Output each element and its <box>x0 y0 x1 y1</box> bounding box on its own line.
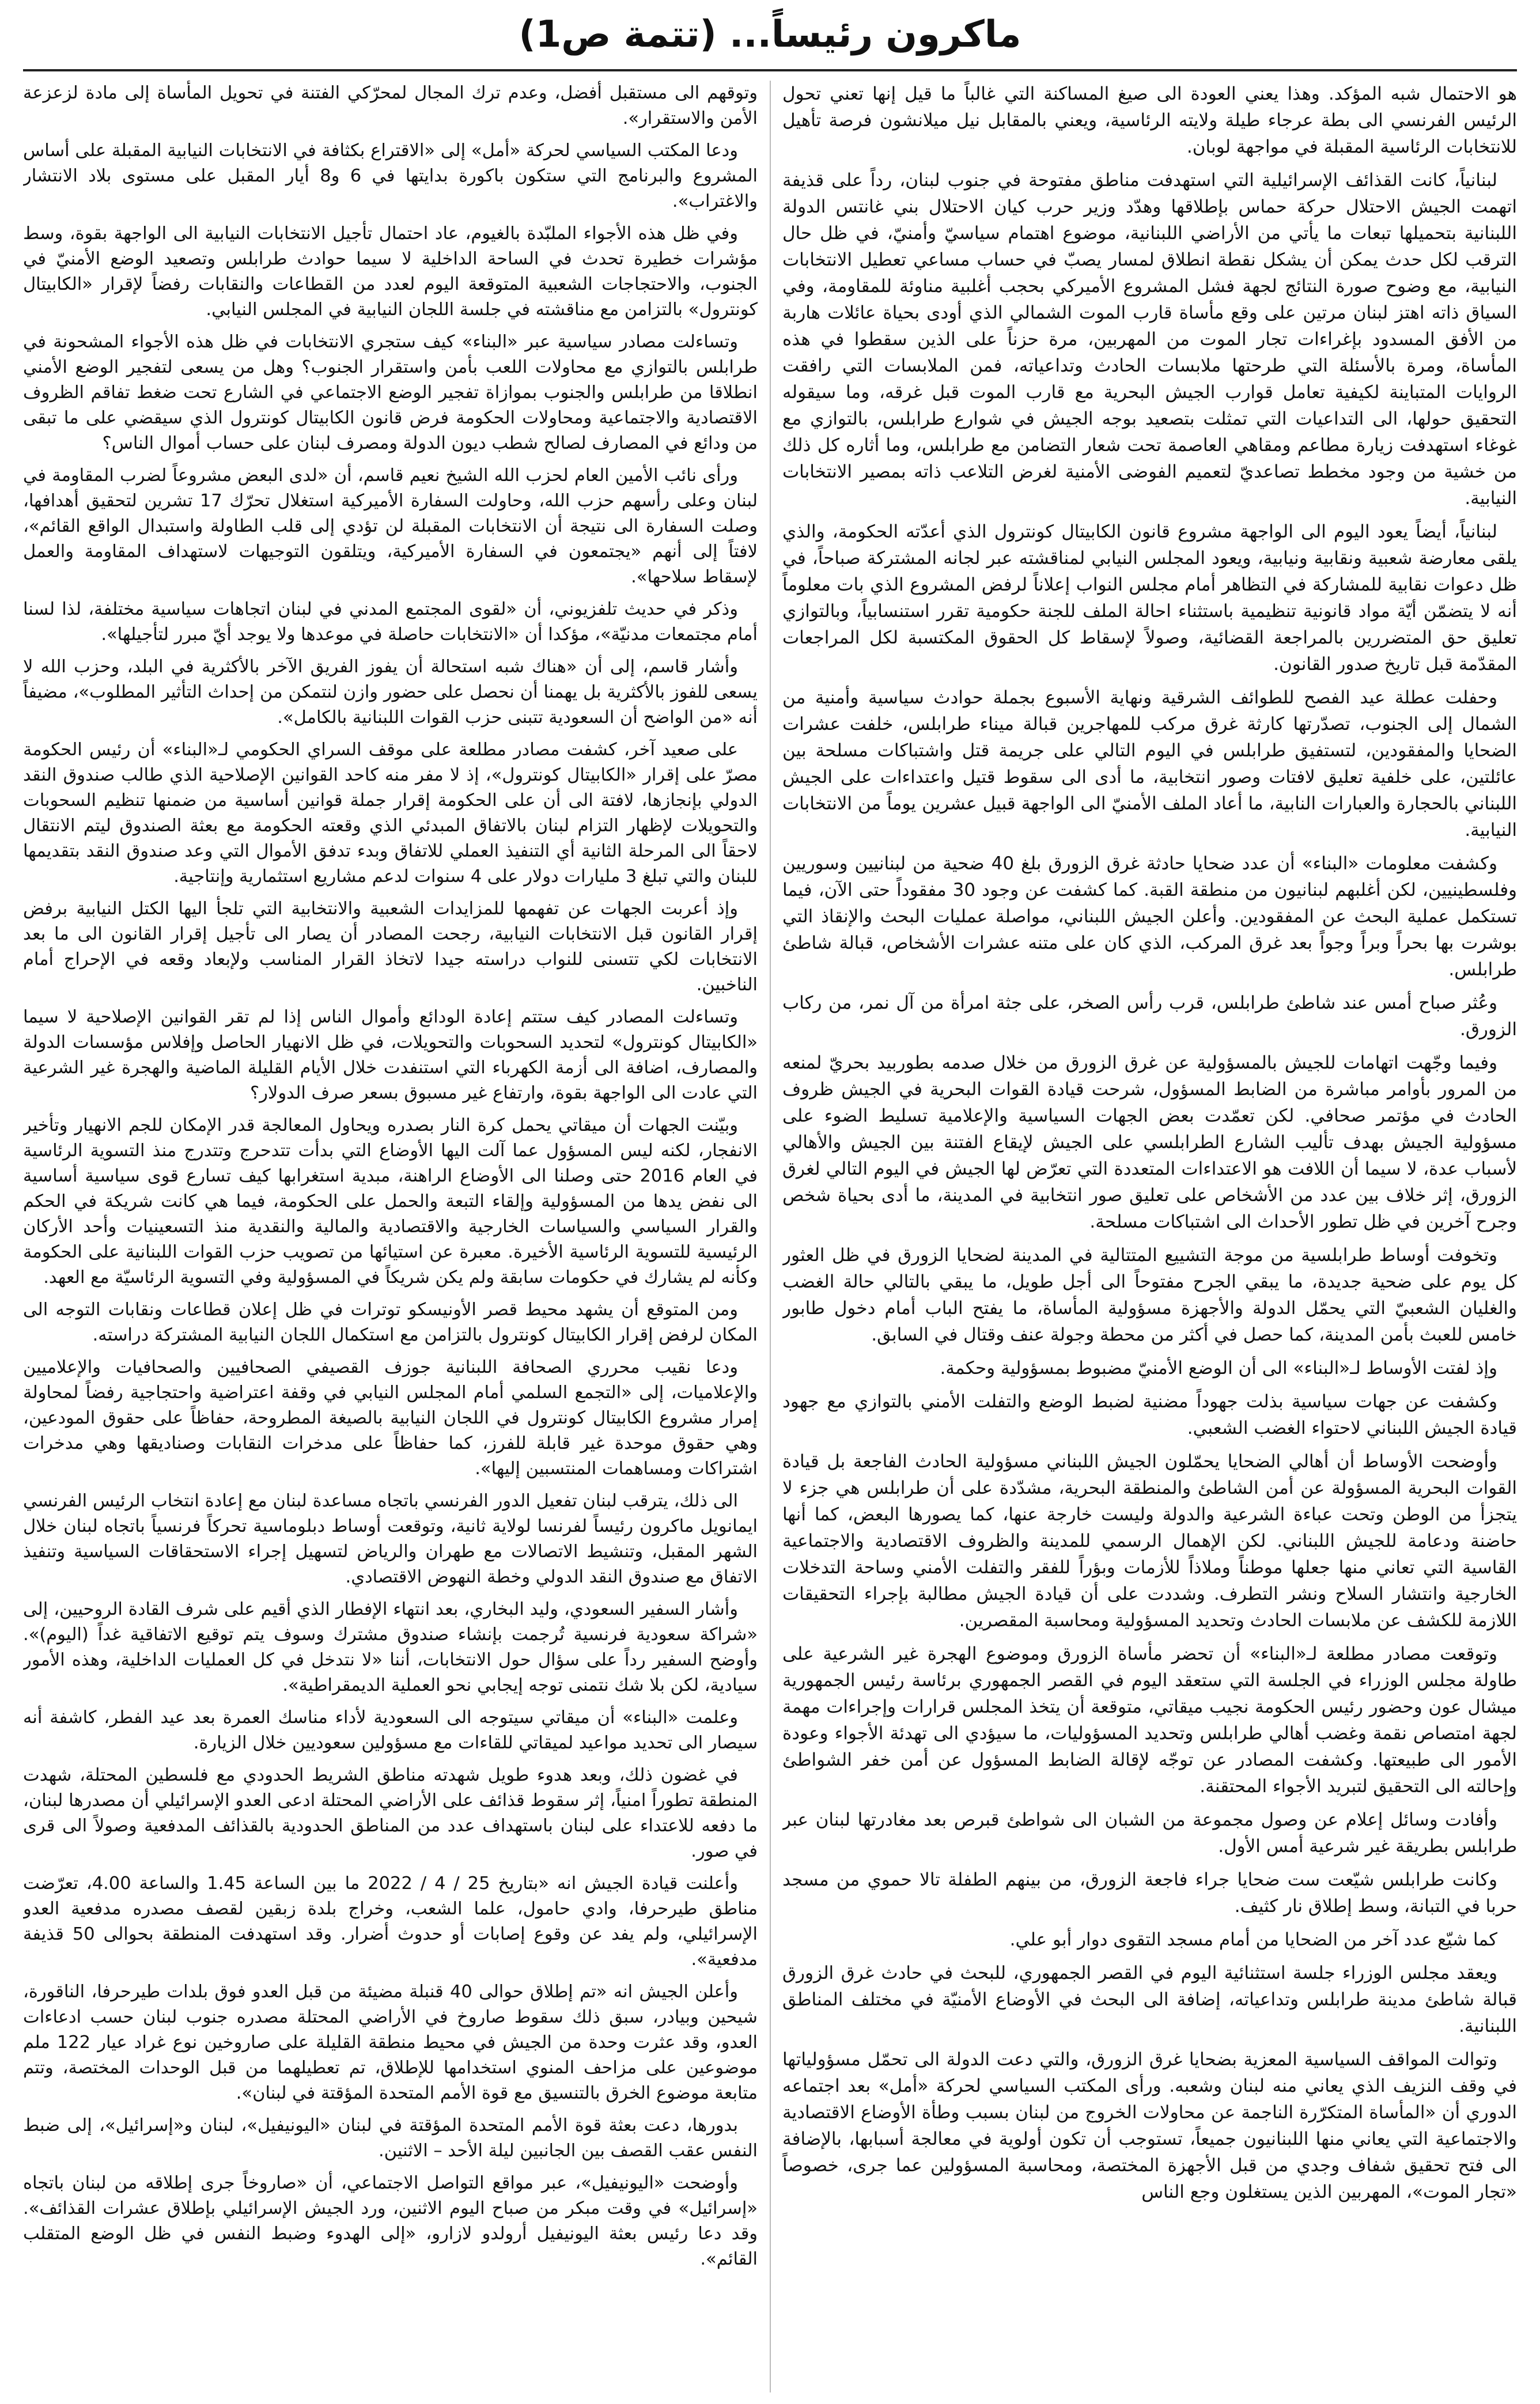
article-paragraph: وتوالت المواقف السياسية المعزية بضحايا غرق الزورق، والتي دعت الدولة الى تحمّل مسؤولياتها في وقف النزيف الذي يعاني منه لبنان وشعبه. ورأى المكتب السياسي لحركة «أمل» بعد اجتماعه الدوري أن «المأساة المتكرّرة الناجمة عن محاولات الخروج من لبنان بسبب وطأة الأوضاع الاقتصادية والاجتماعية التي يعاني منها اللبنانيون جميعاً، تستوجب أن تكون أولوية في معالجة أسبابها، بالإضافة الى فتح تحقيق شفاف وجدي من قبل الأجهزة المختصة، ومحاسبة المسؤولين عما جرى، خصوصاً «تجار الموت»، المهربين الذين يستغلون وجع الناس <box>782 2049 1517 2202</box>
article-paragraph: وفيما وجّهت اتهامات للجيش بالمسؤولية عن غرق الزورق من خلال صدمه بطوربيد بحريّ لمنعه من المرور بأوامر مباشرة من الضابط المسؤول، شرحت قيادة القوات البحرية في الجيش ظروف الحادث في مؤتمر صحافي. لكن تعمّدت بعض الجهات السياسية والإعلامية تسليط الضوء على مسؤولية الجيش بهدف تأليب الشارع الطرابلسي على الجيش لإيقاع الفتنة بين الجيش والأهالي لأسباب عدة، لا سيما أن اللافت هو الاعتداءات المتعددة التي تعرّض لها الجيش في اليوم التالي لغرق الزورق، إثر خلاف بين عدد من الأشخاص على تعليق صور انتخابية في المدينة، ما أدى بحياة شخص وجرح آخرين في ظل تطور الأحداث الى اشتباكات مسلحة. <box>782 1053 1517 1232</box>
article-paragraph: وكشفت معلومات «البناء» أن عدد ضحايا حادثة غرق الزورق بلغ 40 ضحية من لبنانيين وسوريين وفلسطينيين، لكن أغلبهم لبنانيون من منطقة القبة. كما كشفت عن وجود 30 مفقوداً حتى الآن، فيما تستكمل عملية البحث عن المفقودين. وأعلن الجيش اللبناني، مواصلة عمليات البحث والإنقاذ التي بوشرت بها بحراً وبراً وجواً بعد غرق المركب، الذي كان على متنه عشرات الأشخاص، قبالة شاطئ طرابلس. <box>782 853 1517 980</box>
article-paragraph: وأوضحت الأوساط أن أهالي الضحايا يحمّلون الجيش اللبناني مسؤولية الحادث الفاجعة بل قيادة القوات البحرية المسؤولة عن أمن الشاطئ والمنطقة البحرية، مشدّدة على أن طرابلس هي جزء لا يتجزأ من الوطن وتحت عباءة الشرعية والدولة وليست خارجة عنها، كما يصورها البعض، كما أنها حاضنة ودعامة للجيش اللبناني. لكن الإهمال الرسمي للمدينة والظروف الاقتصادية والاجتماعية القاسية التي تعاني منها جعلها موطناً وملاذاً للأزمات وبؤراً للفقر والتفلت الأمني وساحة التدخلات الخارجية وانتشار السلاح ونشر التطرف. وشددت على أن قيادة الجيش مطالبة بإجراء التحقيقات اللازمة للكشف عن ملابسات الحادث وتحديد المسؤولية ومحاسبة المقصرين. <box>782 1451 1517 1631</box>
title-rule <box>23 69 1517 71</box>
article-paragraph: وأفادت وسائل إعلام عن وصول مجموعة من الشبان الى شواطئ قبرص بعد مغادرتها لبنان عبر طرابلس بطريقة غير شرعية أمس الأول. <box>782 1809 1517 1857</box>
article-paragraph: هو الاحتمال شبه المؤكد. وهذا يعني العودة الى صيغ المساكنة التي غالباً ما قيل إنها تعني تحول الرئيس الفرنسي الى بطة عرجاء طيلة ولايته الرئاسية، ويعني بالمقابل نيل ميلانشون فرصة تأهيل للانتخابات الرئاسية المقبلة في مواجهة لوبان. <box>782 84 1517 157</box>
article-header <box>0 0 1540 69</box>
article-paragraph: الى ذلك، يترقب لبنان تفعيل الدور الفرنسي باتجاه مساعدة لبنان مع إعادة انتخاب الرئيس الفرنسي ايمانويل ماكرون رئيساً لفرنسا لولاية ثانية، وتوقعت أوساط دبلوماسية تحركاً فرنسياً باتجاه لبنان خلال الشهر المقبل، وتنشيط الاتصالات مع طهران والرياض لتسهيل إجراء الاستحقاقات السياسية وتنفيذ الاتفاق مع صندوق النقد الدولي وخطة النهوض الاقتصادي. <box>23 1491 758 1587</box>
article-paragraph: وأشار السفير السعودي، وليد البخاري، بعد انتهاء الإفطار الذي أقيم على شرف القادة الروحيين، إلى «شراكة سعودية فرنسية تُرجمت بإنشاء صندوق مشترك وسوف يتم توقيع الاتفاقية غداً (اليوم)». وأوضح السفير رداً على سؤال حول الانتخابات، أننا «لا نتدخل في كل العمليات الداخلية، وهذه الأمور سيادية، لكن بلا شك نتمنى توجه إيجابي نحو العملية الديمقراطية». <box>23 1599 758 1695</box>
article-paragraph: وإذ لفتت الأوساط لـ«البناء» الى أن الوضع الأمنيّ مضبوط بمسؤولية وحكمة. <box>940 1358 1497 1379</box>
article-paragraph: وأوضحت «اليونيفيل»، عبر مواقع التواصل الاجتماعي، أن «صاروخاً جرى إطلاقه من لبنان باتجاه «إسرائيل» في وقت مبكر من صباح اليوم الاثنين، ورد الجيش الإسرائيلي بإطلاق عشرات القذائف». وقد دعا رئيس بعثة اليونيفيل أرولدو لازارو، «إلى الهدوء وضبط النفس في ظل الوضع المتقلب القائم». <box>23 2173 758 2269</box>
article-paragraph: وأشار قاسم، إلى أن «هناك شبه استحالة أن يفوز الفريق الآخر بالأكثرية في البلد، وحزب الله لا يسعى للفوز بالأكثرية بل يهمنا أن نحصل على حضور وازن لنتمكن من إحداث التأثير المطلوب»، مضيفاً أنه «من الواضح أن السعودية تتبنى حزب القوات اللبنانية بالكامل». <box>23 657 758 728</box>
article-paragraph: ودعا المكتب السياسي لحركة «أمل» إلى «الاقتراع بكثافة في الانتخابات النيابية المقبلة على أساس المشروع والبرنامج التي ستكون باكورة بدايتها في 6 و8 أيار المقبل على مستوى بلاد الانتشار والاغتراب». <box>23 141 758 211</box>
article-paragraph: ويعقد مجلس الوزراء جلسة استثنائية اليوم في القصر الجمهوري، للبحث في حادث غرق الزورق قبالة شاطئ مدينة طرابلس وتداعياته، إضافة الى البحث في الأوضاع الأمنيّة في مختلف المناطق اللبنانية. <box>782 1963 1517 2036</box>
article-paragraph: ومن المتوقع أن يشهد محيط قصر الأونيسكو توترات في ظل إعلان قطاعات ونقابات التوجه الى المكان لرفض إقرار الكابيتال كونترول بالتزامن مع استكمال اللجان النيابية المشتركة دراسته. <box>23 1300 758 1345</box>
article-paragraph: وفي ظل هذه الأجواء الملبّدة بالغيوم، عاد احتمال تأجيل الانتخابات النيابية الى الواجهة بقوة، وسط مؤشرات خطيرة تحدث في الساحة الداخلية لا سيما حوادث طرابلس وتصعيد الوضع الأمنيّ في الجنوب، والاحتجاجات الشعبية المتوقعة اليوم لعدد من القطاعات والنقابات رفضاً لإقرار «الكابيتال كونترول» بالتزامن مع مناقشته في جلسة اللجان النيابية في المجلس النيابي. <box>23 224 758 320</box>
article-paragraph: وحفلت عطلة عيد الفصح للطوائف الشرقية ونهاية الأسبوع بجملة حوادث سياسية وأمنية من الشمال إلى الجنوب، تصدّرتها كارثة غرق مركب للمهاجرين قبالة ميناء طرابلس، خلفت عشرات الضحايا والمفقودين، لتستفيق طرابلس في اليوم التالي على جريمة قتل واشتباكات مسلحة بين عائلتين، على خلفية تعليق لافتات وصور انتخابية، ما أدى الى سقوط قتيل واعتداءات على الجيش اللبناني بالحجارة والعبارات النابية، ما أعاد الملف الأمنيّ الى الواجهة قبيل عشرين يوماً من الانتخابات النيابية. <box>782 687 1517 841</box>
article-paragraph: بدورها، دعت بعثة قوة الأمم المتحدة المؤقتة في لبنان «اليونيفيل»، لبنان و«إسرائيل»، إلى ضبط النفس عقب القصف بين الجانبين ليلة الأحد – الاثنين. <box>23 2115 758 2161</box>
article-paragraph: ورأى نائب الأمين العام لحزب الله الشيخ نعيم قاسم، أن «لدى البعض مشروعاً لضرب المقاومة في لبنان وعلى رأسهم حزب الله، وحاولت السفارة الأميركية استغلال تحرّك 17 تشرين لتحقيق أهدافها، وصلت السفارة الى نتيجة أن الانتخابات المقبلة لن تؤدي إلى قلب الطاولة واستبدال الواقع القائم»، لافتاً إلى أنهم «يجتمعون في السفارة الأميركية، ويتلقون التوجيهات لاستهداف المقاومة والعمل لإسقاط سلاحها». <box>23 465 758 587</box>
article-paragraph: وتوقعت مصادر مطلعة لـ«البناء» أن تحضر مأساة الزورق وموضوع الهجرة غير الشرعية على طاولة مجلس الوزراء في الجلسة التي ستعقد اليوم في القصر الجمهوري برئاسة رئيس الجمهورية ميشال عون وحضور رئيس الحكومة نجيب ميقاتي، متوقعة أن يتخذ المجلس قرارات وإجراءات مهمة لجهة امتصاص نقمة وغضب أهالي طرابلس وتحديد المسؤوليات، ما سيؤدي الى تهدئة الأجواء وعودة الأمور الى طبيعتها. وكشفت المصادر عن توجّه لإقالة الضابط المسؤول عن أمن خفر الشواطئ وإحالته الى التحقيق لتبريد الأجواء المحتقنة. <box>782 1644 1517 1797</box>
article-paragraph: وعُثر صباح أمس عند شاطئ طرابلس، قرب رأس الصخر، على جثة امرأة من آل نمر، من ركاب الزورق. <box>782 993 1517 1040</box>
article-paragraph: وتوقهم الى مستقبل أفضل، وعدم ترك المجال لمحرّكي الفتنة في تحويل المأساة إلى مادة لزعزعة الأمن والاستقرار». <box>23 83 758 128</box>
article-paragraph: في غضون ذلك، وبعد هدوء طويل شهدته مناطق الشريط الحدودي مع فلسطين المحتلة، شهدت المنطقة تطوراً امنياً، إثر سقوط قذائف على الأراضي المحتلة ادعى العدو الإسرائيلي أن مصدرها لبنان، ما دفعه للاعتداء على لبنان باستهداف عدد من المناطق الحدودية بالقذائف المدفعية وصولاً الى قرى في صور. <box>23 1765 758 1861</box>
article-paragraph: وأعلن الجيش انه «تم إطلاق حوالى 40 قنبلة مضيئة من قبل العدو فوق بلدات طيرحرفا، الناقورة، شيحين وبيادر، سبق ذلك سقوط صاروخ في الأراضي المحتلة مصدره جنوب لبنان حسب ادعاءات العدو، وقد عثرت وحدة من الجيش في محيط منطقة القليلة على صاروخين نوع غراد عيار 122 ملم موضوعين على مزاحف المنوي استخدامها للإطلاق، تم تعطيلهما من قبل الوحدات المختصة، وتتم متابعة موضوع الخرق بالتنسيق مع قوة الأمم المتحدة المؤقتة في لبنان». <box>23 1982 758 2103</box>
article-paragraph: وإذ أعربت الجهات عن تفهمها للمزايدات الشعبية والانتخابية التي تلجأ اليها الكتل النيابية برفض إقرار القانون قبل الانتخابات النيابية، رجحت المصادر أن يصار الى تأجيل إقرار القانون الى ما بعد الانتخابات لكي تتسنى للنواب دراسته جيدا لاتخاذ القرار المناسب ولإبعاد وقعه في الإحراج أمام الناخبين. <box>23 899 758 995</box>
column-divider <box>770 81 771 2392</box>
article-paragraph: لبنانياً، أيضاً يعود اليوم الى الواجهة مشروع قانون الكابيتال كونترول الذي أعدّته الحكومة، والذي يلقى معارضة شعبية ونقابية ونيابية، ويعود المجلس النيابي لمناقشته عبر لجانه المشتركة صباحاً، في ظل دعوات نقابية للمشاركة في التظاهر أمام مجلس النواب إعلاناً لرفض المشروع الذي بات معلوماً أنه لا يتضمّن أيّة مواد قانونية تنظيمية باستثناء احالة الملف للجنة حكومية تقرر استنسابياً، وبالتوازي تعليق حق المتضررين بالمراجعة القضائية، وصولاً لإسقاط كل الحقوق المكتسبة لكل المراجعات المقدّمة قبل تاريخ صدور القانون. <box>782 521 1517 675</box>
article-paragraph: وأعلنت قيادة الجيش انه «بتاريخ 25 / 4 / 2022 ما بين الساعة 1.45 والساعة 4.00، تعرّضت مناطق طيرحرفا، وادي حامول، علما الشعب، وخراج بلدة زبقين لقصف مصدره مدفعية العدو الإسرائيلي، ولم يفد عن وقوع إصابات أو حدوث أضرار. وقد استهدفت المنطقة بحوالى 50 قذيفة مدفعية». <box>23 1873 758 1970</box>
article-paragraph: وعلمت «البناء» أن ميقاتي سيتوجه الى السعودية لأداء مناسك العمرة بعد عيد الفطر، كاشفة أنه سيصار الى تحديد مواعيد لميقاتي للقاءات مع مسؤولين سعوديين خلال الزيارة. <box>23 1708 758 1753</box>
article-title: ماكرون رئيساً... (تتمة ص1) <box>519 13 1021 56</box>
article-paragraph: ودعا نقيب محرري الصحافة اللبنانية جوزف القصيفي الصحافيين والصحافيات والإعلاميين والإعلاميات، إلى «التجمع السلمي أمام المجلس النيابي في وقفة اعتراضية واحتجاجية رفضاً لمحاولة إمرار مشروع الكابيتال كونترول في اللجان النيابية بالصيغة المطروحة، حفاظاً على حقوق المودعين، وهي حقوق موحدة غير قابلة للفرز، كما حفاظاً على مدخرات النقابات وصناديقها وهي مدخرات اشتراكات ومساهمات المنتسبين إليها». <box>23 1357 758 1479</box>
article-paragraph: وتساءلت المصادر كيف ستتم إعادة الودائع وأموال الناس إذا لم تقر القوانين الإصلاحية لا سيما «الكابيتال كونترول» لتحديد السحوبات والتحويلات، في ظل الانهيار الحاصل وإفلاس مؤسسات الدولة والمصارف، اضافة الى أزمة الكهرباء التي استنفدت خلال الأيام القليلة الماضية والهجرة غير الشرعية التي عادت الى الواجهة بقوة، وارتفاع غير مسبوق بسعر صرف الدولار؟ <box>23 1007 758 1103</box>
article-paragraph: على صعيد آخر، كشفت مصادر مطلعة على موقف السراي الحكومي لـ«البناء» أن رئيس الحكومة مصرّ على إقرار «الكابيتال كونترول»، إذ لا مفر منه كاحد القوانين الإصلاحية الذي طالب صندوق النقد الدولي بإنجازها، لافتة الى أن على الحكومة إقرار جملة قوانين أساسية من ضمنها تنظيم السحوبات والتحويلات لإظهار التزام لبنان بالاتفاق المبدئي الذي وقعته الحكومة مع بعثة الصندوق ليتم الانتقال لاحقاً الى المرحلة الثانية أي التنفيذ العملي للاتفاق وبدء تدفق الأموال التي وعد صندوق النقد بتقديمها للبنان والتي تبلغ 3 مليارات دولار على 4 سنوات لدعم مشاريع استثمارية وإنتاجية. <box>23 740 758 887</box>
article-paragraph: لبنانياً، كانت القذائف الإسرائيلية التي استهدفت مناطق مفتوحة في جنوب لبنان، رداً على قذيفة اتهمت الجيش الاحتلال حركة حماس بإطلاقها وهدّد وزير حرب كيان الاحتلال بني غانتس الدولة اللبنانية بتحميلها تبعات ما يأتي من الأراضي اللبنانية، موضوع اهتمام سياسيّ وأمنيّ، في ظل حال الترقب لكل حدث يمكن أن يشكل نقطة انطلاق لمسار يصبّ في حساب مساعي تعطيل الانتخابات النيابية، مع وضوح صورة النتائج لجهة فشل المشروع الأميركي بحجب أغلبية مناوئة للمقاومة، وفي السياق ذاته اهتز لبنان مرتين على وقع مأساة قارب الموت الشمالي الذي أودى بحياة عائلات هاربة من الأفق المسدود بإغراءات تجار الموت من المهربين، مرة حزناً على الذين سقطوا في هذه المأساة، ومرة بالأسئلة التي طرحتها ملابسات الحادث وتداعياته، فمن الملابسات التي رافقت الروايات المتباينة لكيفية تعامل قوارب الجيش البحرية مع قارب الموت قبل غرقه، وما سيقوله التحقيق حولها، الى التداعيات التي تمثلت بتصعيد بوجه الجيش في شوارع طرابلس، بالتوازي مع غوغاء استهدفت زيارة مطاعم ومقاهي العاصمة تحت شعار التضامن مع طرابلس، وما أثاره كل ذلك من خشية من وجود مخطط تصاعديّ لتعميم الفوضى الأمنية لغرض التلاعب ذاته بمصير الانتخابات النيابية. <box>782 170 1517 509</box>
right-column <box>782 81 1517 2392</box>
article-paragraph: وتخوفت أوساط طرابلسية من موجة التشييع المتتالية في المدينة لضحايا الزورق في ظل العثور كل يوم على ضحية جديدة، ما يبقي الجرح مفتوحاً الى أجل طويل، ما يبقي بالتالي حالة الغضب والغليان الشعبيّ التي يحمّل الدولة والأجهزة مسؤولية المأساة، ما يفتح الباب أمام دخول طابور خامس للعبث بأمن المدينة، كما حصل في أكثر من محطة وجولة عنف وقتال في السابق. <box>782 1245 1517 1345</box>
article-paragraph: وتساءلت مصادر سياسية عبر «البناء» كيف ستجري الانتخابات في ظل هذه الأجواء المشحونة في طرابلس بالتوازي مع محاولات اللعب بأمن واستقرار الجنوب؟ وهل من يسعى لتفجير الوضع الأمني انطلاقا من طرابلس والجنوب بموازاة تفجير الوضع الاجتماعي في الشارع تحت ضغط تفاقم الظروف الاقتصادية والاجتماعية ومحاولات الحكومة فرض قانون الكابيتال كونترول الذي سيقضي على ما تبقى من ودائع في المصارف لصالح شطب ديون الدولة ومصرف لبنان على حساب أموال الناس؟ <box>23 332 758 453</box>
article-paragraph: وكانت طرابلس شيّعت ست ضحايا جراء فاجعة الزورق، من بينهم الطفلة تالا حموي من مسجد حربا في التبانة، وسط إطلاق نار كثيف. <box>782 1869 1517 1917</box>
article-paragraph: وبيّنت الجهات أن ميقاتي يحمل كرة النار بصدره ويحاول المعالجة قدر الإمكان للجم الانهيار وتأخير الانفجار، لكنه ليس المسؤول عما آلت اليها الأوضاع التي بدأت تتدحرج وتتدرج منذ التسوية الرئاسية في العام 2016 حتى وصلنا الى الأوضاع الراهنة، مبدية استغرابها كيف تسارع قوى سياسية أساسية الى نفض يدها من المسؤولية وإلقاء التبعة والحمل على الحكومة، فيما هي كانت شريكة في الحكم والقرار السياسي والسياسات الخارجية والاقتصادية والمالية والنقدية منذ التسعينيات وأحد الأركان الرئيسية للتسوية الرئاسية الأخيرة. معبرة عن استيائها من تصويب حزب القوات اللبنانية على الحكومة وكأنه لم يشارك في حكومات سابقة ولم يكن شريكاً في المسؤولية وفي التسوية الرئاسيّة مع العهد. <box>23 1115 758 1288</box>
article-paragraph: وذكر في حديث تلفزيوني، أن «لقوى المجتمع المدني في لبنان اتجاهات سياسية مختلفة، لذا لسنا أمام مجتمعات مدنيّة»، مؤكدا أن «الانتخابات حاصلة في موعدها ولا يوجد أيّ مبرر لتأجيلها». <box>23 599 758 645</box>
article-paragraph: كما شيّع عدد آخر من الضحايا من أمام مسجد التقوى دوار أبو علي. <box>1009 1929 1497 1950</box>
article-paragraph: وكشفت عن جهات سياسية بذلت جهوداً مضنية لضبط الوضع والتفلت الأمني بالتوازي مع جهود قيادة الجيش اللبناني لاحتواء الغضب الشعبي. <box>782 1391 1517 1438</box>
left-column <box>23 81 758 2392</box>
